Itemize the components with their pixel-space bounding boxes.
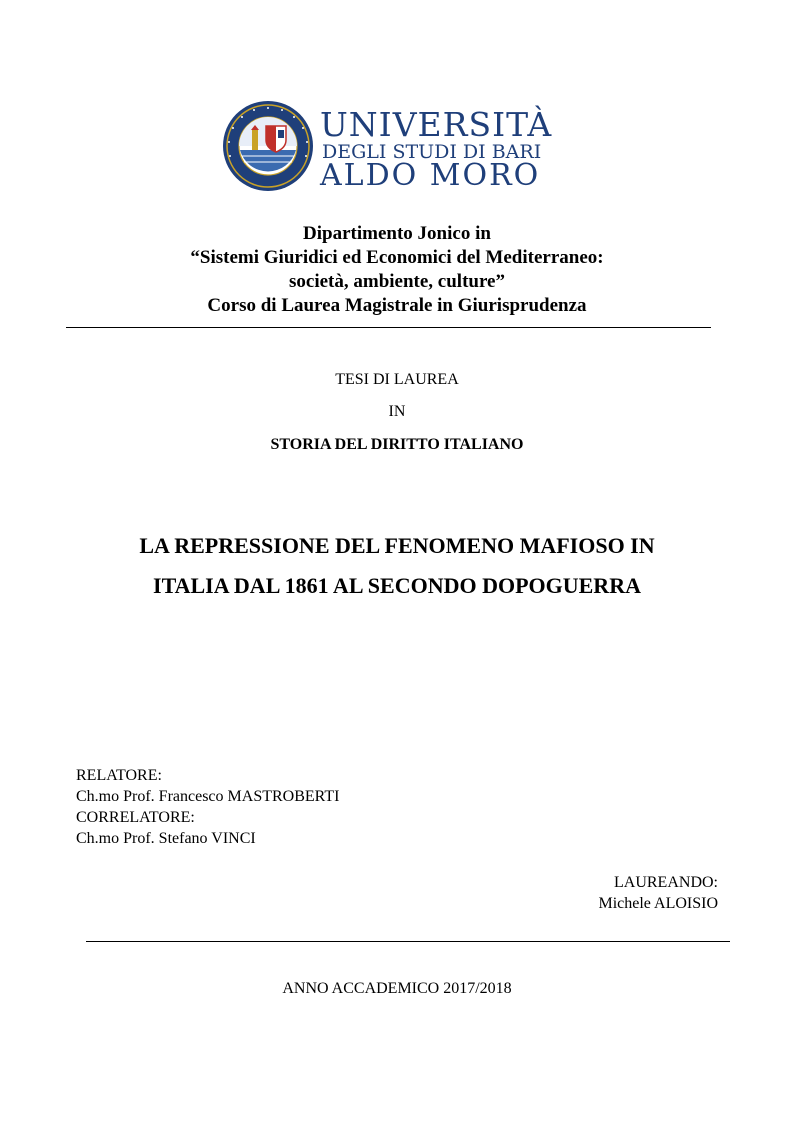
footer-divider (86, 941, 730, 942)
university-name-line1: UNIVERSITÀ (320, 105, 553, 144)
header-divider (66, 327, 711, 328)
thesis-type: TESI DI LAUREA (335, 371, 459, 388)
relatore-name: Ch.mo Prof. Francesco MASTROBERTI (76, 788, 340, 805)
thesis-title-line1: LA REPRESSIONE DEL FENOMENO MAFIOSO IN (139, 533, 655, 558)
department-line4: Corso di Laurea Magistrale in Giurisprudenza (207, 295, 587, 316)
supervisors-block (76, 765, 339, 849)
university-name-line3: ALDO MORO (320, 158, 541, 193)
candidate-block (598, 872, 718, 914)
correlatore-label: CORRELATORE: (76, 809, 195, 826)
thesis-title-line2: ITALIA DAL 1861 AL SECONDO DOPOGUERRA (153, 573, 641, 598)
candidate-label: LAUREANDO: (614, 874, 718, 891)
relatore-label: RELATORE: (76, 767, 162, 784)
department-line2: “Sistemi Giuridici ed Economici del Mediterraneo: (190, 247, 604, 268)
department-block (0, 222, 794, 318)
thesis-title (0, 526, 794, 606)
candidate-name: Michele ALOISIO (598, 895, 718, 912)
university-logo (222, 100, 553, 195)
university-name-line2: DEGLI STUDI DI BARI (322, 141, 542, 163)
thesis-subject: STORIA DEL DIRITTO ITALIANO (270, 436, 524, 453)
thesis-preposition: IN (388, 403, 406, 420)
department-line1: Dipartimento Jonico in (303, 223, 491, 244)
department-line3: società, ambiente, culture” (289, 271, 505, 292)
correlatore-name: Ch.mo Prof. Stefano VINCI (76, 830, 256, 847)
academic-year: ANNO ACCADEMICO 2017/2018 (282, 980, 512, 997)
university-seal-icon (222, 100, 314, 192)
